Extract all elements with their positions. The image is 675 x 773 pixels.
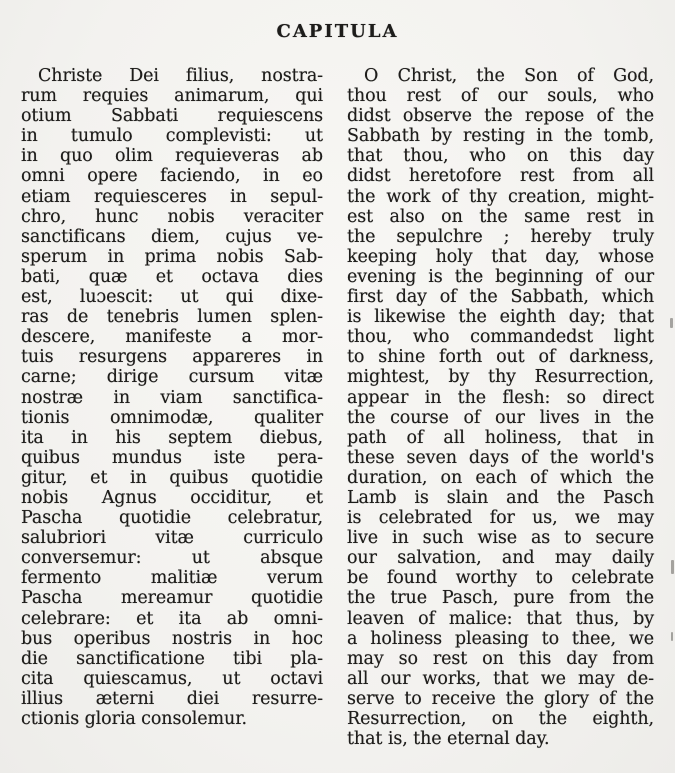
scan-artifact [670, 318, 673, 328]
text-line: all our works, that we may de- [347, 668, 654, 689]
text-line: carne; dirige cursum vitæ [21, 367, 323, 388]
text-line: omni opere faciendo, in eo [21, 166, 323, 187]
scan-artifact [671, 560, 674, 574]
text-line: Lamb is slain and the Pasch [347, 487, 654, 508]
text-line: the work of thy creation, might- [347, 186, 654, 207]
text-line: first day of the Sabbath, which [347, 287, 654, 308]
text-line: is likewise the eighth day; that [347, 307, 654, 328]
text-line: descere, manifeste a mor- [21, 327, 323, 348]
text-line: our salvation, and may daily [347, 548, 654, 569]
text-line: sanctificans diem, cujus ve- [21, 226, 323, 247]
text-line: thou, who commandedst light [347, 327, 654, 348]
text-line: may so rest on this day from [347, 648, 654, 669]
text-line: chro, hunc nobis veraciter [21, 206, 323, 227]
text-line: die sanctificatione tibi pla- [21, 648, 323, 669]
text-line: to shine forth out of darkness, [347, 347, 654, 368]
text-line: otium Sabbati requiescens [21, 106, 323, 127]
text-line: nostræ in viam sanctifica- [21, 387, 323, 408]
text-line: rum requies animarum, qui [21, 86, 323, 107]
text-line: the true Pasch, pure from the [347, 588, 654, 609]
text-line: Pascha quotidie celebratur, [21, 508, 323, 529]
text-line: evening is the beginning of our [347, 266, 654, 287]
text-line: mightest, by thy Resurrection, [347, 367, 654, 388]
text-line: Sabbath by resting in the tomb, [347, 126, 654, 147]
text-line: Pascha mereamur quotidie [21, 588, 323, 609]
text-line: conversemur: ut absque [21, 548, 323, 569]
text-line: thou rest of our souls, who [347, 86, 654, 107]
text-line: in quo olim requieveras ab [21, 146, 323, 167]
text-line: ita in his septem diebus, [21, 427, 323, 448]
text-line: that thou, who on this day [347, 146, 654, 167]
text-line: didst heretofore rest from all [347, 166, 654, 187]
text-line: cita quiescamus, ut octavi [21, 668, 323, 689]
text-line: sperum in prima nobis Sab- [21, 246, 323, 267]
text-line: est, luɔescit: ut qui dixe- [21, 287, 323, 308]
page-title: CAPITULA [276, 21, 399, 42]
text-line: didst observe the repose of the [347, 106, 654, 127]
text-line: a holiness pleasing to thee, we [347, 628, 654, 649]
text-line: serve to receive the glory of the [347, 688, 654, 709]
text-line: in tumulo complevisti: ut [21, 126, 323, 147]
text-line: be found worthy to celebrate [347, 568, 654, 589]
text-line: leaven of malice: that thus, by [347, 608, 654, 629]
text-line: duration, on each of which the [347, 467, 654, 488]
text-line: bati, quæ et octava dies [21, 266, 323, 287]
text-line: keeping holy that day, whose [347, 246, 654, 267]
text-line: is celebrated for us, we may [347, 508, 654, 529]
text-columns [21, 66, 654, 749]
text-line: quibus mundus iste pera- [21, 447, 323, 468]
text-line: ras de tenebris lumen splen- [21, 307, 323, 328]
column-latin [21, 66, 323, 749]
text-line: tuis resurgens appareres in [21, 347, 323, 368]
text-line: the course of our lives in the [347, 407, 654, 428]
text-line: the sepulchre ; hereby truly [347, 226, 654, 247]
text-line: path of all holiness, that in [347, 427, 654, 448]
text-line: tionis omnimodæ, qualiter [21, 407, 323, 428]
text-line: live in such wise as to secure [347, 528, 654, 549]
text-line: gitur, et in quibus quotidie [21, 467, 323, 488]
text-line: Resurrection, on the eighth, [347, 709, 654, 729]
text-line: salubriori vitæ curriculo [21, 528, 323, 549]
text-line: O Christ, the Son of God, [364, 66, 654, 86]
text-line: nobis Agnus occiditur, et [21, 487, 323, 508]
text-line: illius æterni diei resurre- [21, 688, 323, 709]
text-line: etiam requiesceres in sepul- [21, 186, 323, 207]
text-line: Christe Dei filius, nostra- [38, 66, 323, 86]
column-english [347, 66, 654, 749]
text-line: ctionis gloria consolemur. [21, 709, 248, 729]
text-line: fermento malitiæ verum [21, 568, 323, 589]
text-line: these seven days of the world's [347, 447, 654, 468]
text-line: bus operibus nostris in hoc [21, 628, 323, 649]
text-line: that is, the eternal day. [347, 729, 550, 750]
scan-artifact [671, 632, 673, 641]
text-line: celebrare: et ita ab omni- [21, 608, 323, 629]
text-line: est also on the same rest in [347, 206, 654, 227]
text-line: appear in the flesh: so direct [347, 387, 654, 408]
